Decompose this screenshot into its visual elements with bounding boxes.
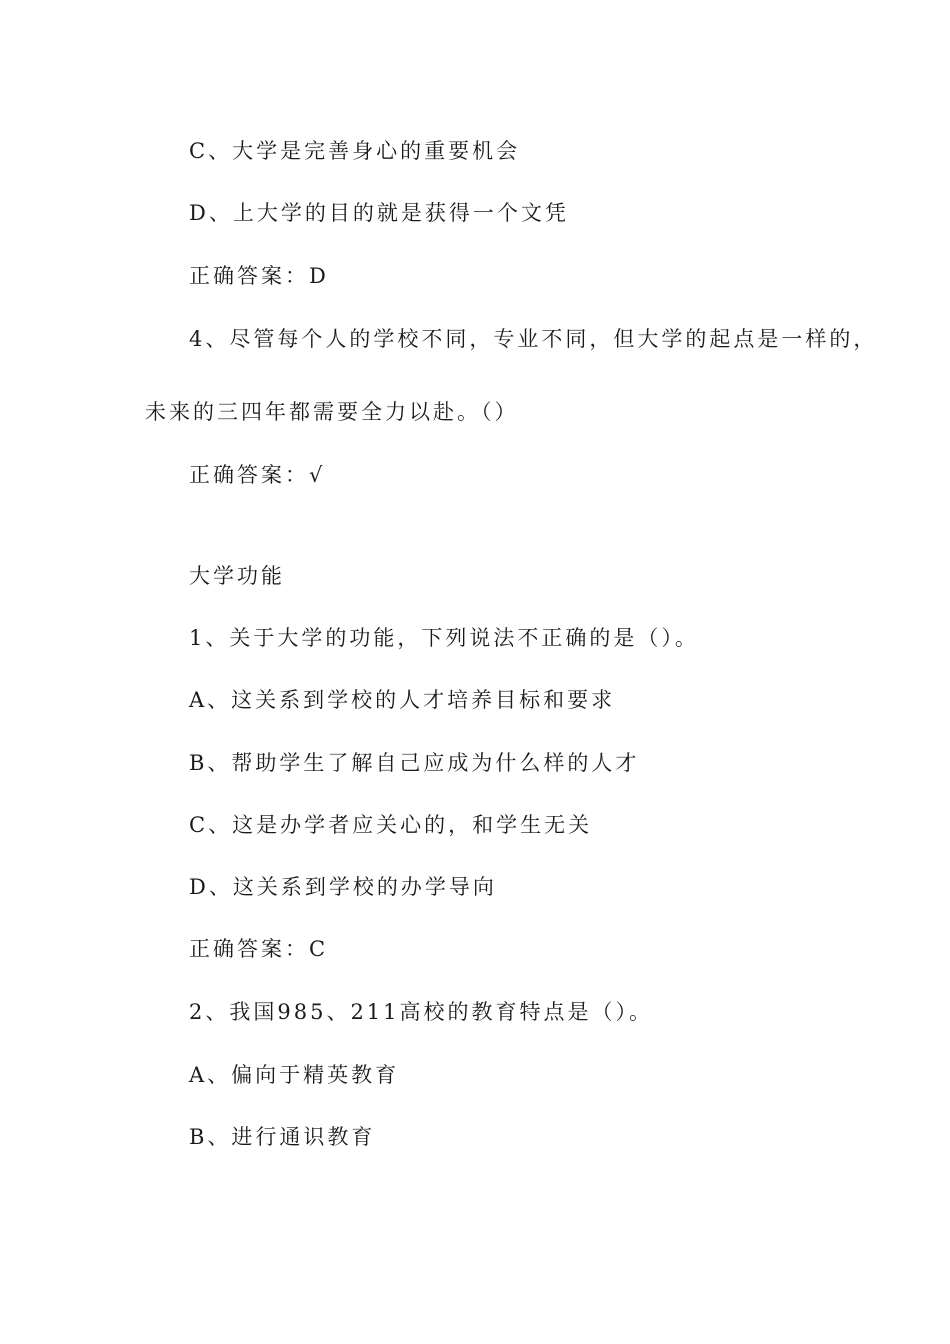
question-1-option-c: C、这是办学者应关心的，和学生无关	[189, 813, 593, 837]
question-1-option-a: A、这关系到学校的人才培养目标和要求	[189, 688, 616, 712]
question-4-line-1: 4、尽管每个人的学校不同，专业不同，但大学的起点是一样的，	[189, 327, 878, 351]
question-1-option-d: D、这关系到学校的办学导向	[189, 875, 497, 899]
section-heading: 大学功能	[189, 564, 285, 588]
question-1-option-b: B、帮助学生了解自己应成为什么样的人才	[189, 751, 640, 775]
option-d-previous: D、上大学的目的就是获得一个文凭	[189, 201, 569, 225]
question-2-option-b: B、进行通识教育	[189, 1125, 376, 1149]
answer-previous: 正确答案：D	[189, 264, 329, 288]
question-4-line-2: 未来的三四年都需要全力以赴。（）	[145, 400, 519, 424]
question-2-option-a: A、偏向于精英教育	[189, 1063, 400, 1087]
question-2: 2、我国985、211高校的教育特点是（）。	[189, 1000, 654, 1024]
answer-question-1: 正确答案：C	[189, 937, 329, 961]
option-c-previous: C、大学是完善身心的重要机会	[189, 139, 521, 163]
question-1: 1、关于大学的功能，下列说法不正确的是（）。	[189, 626, 699, 650]
answer-question-4: 正确答案：√	[189, 463, 326, 487]
